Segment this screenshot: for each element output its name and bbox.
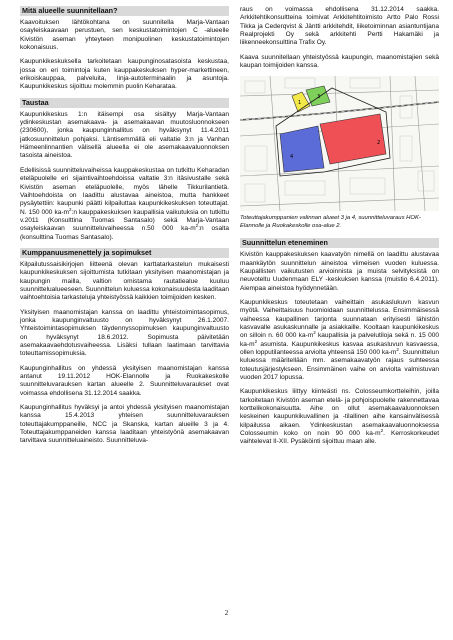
map-label-4: 4 [290, 154, 294, 161]
paragraph: Kaupunkikeskuksella tarkoitetaan kaupunginosatasoista keskustaa, jossa on eri toimintoja kuten kauppakeskuksen hyper-markettineen, erikoiskauppaa, palveluita, linja-autoterminaalin ja asuntoja. Kaupunkikeskus sijoittuu molemmin puolin Keharataa. [20, 58, 229, 91]
text-span: . Suunnittelun kuluessa määritellään mm. asemakaavatyön rajaus suhteessa toteutusjärjestykseen. Ensimmäinen vaihe on arviolta valmistuvan vuoden 2017 lopussa. [240, 349, 439, 382]
text-span: kaupallisia ja palvelutiloja sekä n. 15 000 ka-m [240, 332, 439, 348]
right-column [240, 6, 439, 453]
area-4 [280, 126, 324, 172]
superscript: 2 [396, 346, 399, 352]
paragraph: Yksityisen maanomistajan kanssa on laadittu yhteistoimintasopimus, jonka kaupunginvaltuusto on hyväksynyt 26.1.2007. Yhteistoimintasopimuksen täydennyssopimuksen kaupunginvaltuusto on hyväksynyt 18.6.2012. Sopimusta päivitetään asemakaavaehdotusvaiheessa. Lisäksi tullaan laatimaan tarvittavia toteuttamissopimuksia. [20, 308, 229, 358]
paragraph: Kivistön kauppakeskuksen kaavatyön nimellä on laadittu alustavaa maankäytön suunnittelun aineistoa viimeisen vuoden kuluessa. Kaupallisten vaikutusten arvioinnista ja muista selvityksistä on neuvoteltu Uudenmaan ELY -keskuksen kanssa (muistio 6.4.2011). Aiempaa aineistoa hyödynnetään. [240, 251, 439, 292]
superscript: 2 [254, 338, 258, 344]
text-span: asumista. Kaupunkikeskus kasvaa asukasluvun kasvaessa, ollen lopputilanteessa arviolta yhteensä 150 000 ka-m [240, 340, 439, 356]
map-label-3: 3 [317, 94, 321, 101]
paragraph: Kaupunginhallitus on yhdessä yksityisen maanomistajan kanssa antanut 19.11.2012 HOK-Elannolle ja Ruokakeskolle suunnitteluvarauksen kartan alueelle 2. Suunnitteluvaraukset ovat voimassa ehdollisena 31.12.2014 saakka. [20, 364, 229, 397]
text-span: Kaupunkikeskus toteutetaan vaiheittain asukaslukuvn kasvun myötä. Vaiheittaisuus huomioidaan suunnittelussa. Ensimmäisessä vaiheessa kaupallinen tarjonta suunnataan erityisesti lähistön kasvavalle asukaskunnalle ja asiakkaille. Kooltaan kaupunkikeskus on silloin n. 60 000 ka-m [240, 298, 439, 340]
paragraph [240, 388, 439, 446]
paragraph: raus on voimassa ehdollisena 31.12.2014 saakka. Arkkitehtikonsultteina toimivat Arkkitehtitoimisto Artto Palo Rossi Tikka ja Cederqvist & Jäntti arkkitehdit, liiketoiminnan asiantuntijana Realprojekti Oy sekä arkkitehti Pertti Hakamäki ja liikenneekonsulttina Trafix Oy. [240, 6, 439, 47]
map-label-2: 2 [377, 140, 381, 147]
section-heading-progress: Suunnittelun eteneminen [240, 238, 439, 248]
map-label-1: 1 [298, 100, 302, 107]
left-column [20, 6, 229, 452]
text-span: :n osalta (konsulttina Tuomas Santasalo). [20, 225, 230, 241]
paragraph: Kilpailutussaisikirjojen liitteenä olevan karttatarkastelun mukaisesti kaupunkikeskuksen sijoittumista tutkitaan yksityisen maanomistajan ja kaupungin mailla, valtion omistama rautatiealue kuuluu suunnittelualueeseen. Suunnittelun kuluessa kokonaisuudesta laaditaan vaihtoehtoisia tarkasteluja yhteistyössä kaikkien toimijoiden kesken. [20, 260, 229, 302]
planning-area-map [240, 76, 439, 211]
paragraph [20, 167, 229, 242]
paragraph: Kaavoituksen lähtökohtana on suunnitella Marja-Vantaan osayleiskaavaan perustuen, sen keskustatoimintojen C -alueelle Kivistön aseman yhteyteen monipuolinen keskustatoimintojen kokonaisuus. [20, 19, 229, 52]
paragraph: Kaava suunnitellaan yhteistyössä kaupungin, maanomistajien sekä kaupan toimijoiden kanssa. [240, 53, 439, 70]
text-span: Kaupunkikeskus liittyy kiinteästi ns. Colosseumkortteleihin, joilla tarkoitetaan Kivistön aseman etelä- ja pohjoispuolelle rakennettavaa korttelikokonaisuutta. Aihe on ollut asemakaavaluonnoksen keskeinen kaupunkikuvallinen ja -tilallinen aihe kansainvälisessä kilpailussa aikaen. Ydinkeskustan asemakaavaluonnoksessa Colosseumin koko on noin 90 000 ka-m [240, 388, 439, 438]
superscript: 2 [380, 427, 384, 433]
paragraph: Kaupunkikeskus 1:n itäisempi osa sisältyy Marja-Vantaan ydinkeskustan asemakaava- ja asemakaavan muutosluonnokseen (230600), jonka kaupunginhallitus on hyväksynyt 11.4.2011 jatkosuunnittelun pohjaksi. Läntisemmällä eli valtatie 3:n ja Vanhan Hämeenlinnantien välisellä alueella ei ole asemakaavaluonnoksen tasoista aineistoa. [20, 110, 229, 160]
paragraph [240, 299, 439, 382]
superscript: 2 [195, 223, 199, 229]
section-heading-partnership: Kumppanuusmenettely ja sopimukset [20, 248, 229, 258]
superscript: 2 [69, 206, 72, 212]
page-number: 2 [224, 609, 229, 617]
section-heading-background: Taustaa [20, 98, 229, 108]
map-caption: Toteuttajakumppanien valinnan alueet 3 ja 4, suunnitteluvaraus HOK-Elannolle ja Ruokakeskolle osa-alue 2. [240, 215, 421, 229]
superscript: 2 [313, 330, 316, 336]
paragraph: Kaupunginhallitus hyväksyi ja antoi yhdessä yksityisen maanomistajan kanssa 15.4.2013 yhteisen suunnitteluvarauksen toteuttajakumppaneille, NCC ja Skanska, kartan alueille 3 ja 4. Toteuttajakumppaneiden kanssa laaditaan yhteistyönä asemakaavan tarvittava suunnitteluaineisto. Suunnitteluva- [20, 404, 229, 445]
section-heading-what-planned: Mitä alueelle suunnitellaan? [20, 6, 229, 16]
text-span: . Kerroskorkeudet vaihtelevat II-XII. Pysäköinti sijoittuu maan alle. [240, 430, 440, 446]
text-span: :n kauppakeskuksen kaupallisia vaikutuksia on tutkittu v.2011 (Konsulttina Tuomas Santasalo) sekä Marja-Vantaan osayleiskaavan suunnitteluvaiheessa n.50 000 ka-m [20, 208, 229, 233]
text-span: Edellisissä suunnitteluvaiheissa kauppakeskustaa on tutkittu Keharadan eteläpuolelle eri sijaintivaihtoehdoissa valtatie 3:n itäsivustalle sekä Kivistön aseman eteläpuolelle, myös lähelle Tikkurilantietä. Vaihtoehdoista on laadittu alustavaa aineistoa, mutta hankkeet pysäytettiin: kaupunki päätti kilpailuttaa kaupunkikeskuksen toteuttajat. N. 150 000 ka-m [20, 166, 229, 216]
